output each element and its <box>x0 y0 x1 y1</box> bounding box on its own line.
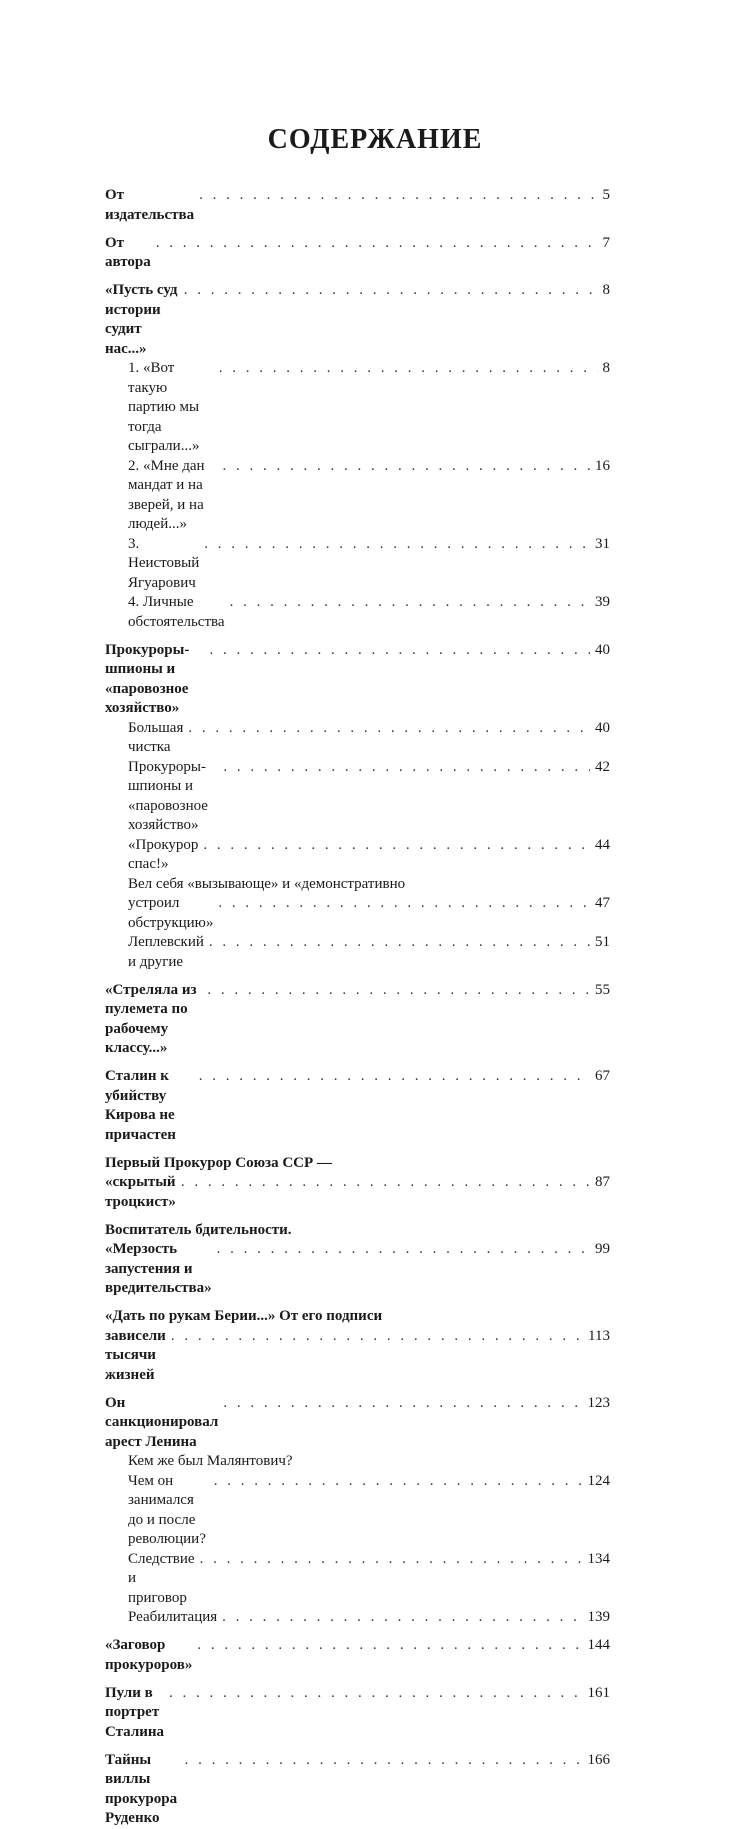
toc-entry-page: 7 <box>602 234 610 251</box>
toc-entry <box>105 981 610 1059</box>
toc-entry-page: 8 <box>602 282 610 298</box>
toc-subentry <box>105 758 610 836</box>
toc-entry <box>105 1173 610 1212</box>
dot-leader <box>188 719 590 739</box>
dot-leader <box>219 359 598 379</box>
toc-entry-page: 39 <box>595 594 610 610</box>
toc-entry-title: Реабилитация <box>128 1609 218 1625</box>
dot-leader <box>181 1173 590 1193</box>
dot-leader <box>230 593 590 613</box>
toc-entry-page: 47 <box>595 895 610 911</box>
dot-leader <box>184 281 598 301</box>
toc-entry-title: 3. Неистовый Ягуарович <box>128 535 200 591</box>
toc-entry-title: Чем он занимался до и после революции? <box>128 1472 206 1547</box>
toc-entry-title: «Пусть суд истории судит нас...» <box>105 282 178 357</box>
toc-entry <box>105 1684 610 1743</box>
toc-entry-title: зависели тысячи жизней <box>105 1327 166 1383</box>
toc-entry-page: 166 <box>587 1751 610 1768</box>
toc-entry <box>105 1636 610 1675</box>
toc-entry-title: 1. «Вот такую партию мы тогда сыграли...» <box>128 360 200 454</box>
toc-entry-page: 161 <box>587 1684 610 1701</box>
toc-entry <box>105 1240 610 1299</box>
toc-entry <box>105 641 610 719</box>
toc-entry <box>105 1394 610 1453</box>
dot-leader <box>203 836 590 856</box>
toc-entry-line: Первый Прокурор Союза ССР — <box>105 1154 332 1171</box>
toc-subentry <box>105 933 610 972</box>
toc-entry-page: 5 <box>602 187 610 203</box>
dot-leader <box>210 641 590 661</box>
toc-entry-title: 2. «Мне дан мандат и на зверей, и на людей...» <box>128 457 205 532</box>
dot-leader <box>197 1636 582 1656</box>
toc-entry-title: Тайны виллы прокурора Руденко <box>105 1751 178 1826</box>
toc-subentry <box>105 1550 610 1609</box>
toc-entry-title: «Заговор прокуроров» <box>105 1637 193 1673</box>
toc-subentry <box>105 719 610 758</box>
toc-subentry <box>105 535 610 594</box>
toc-entry-line: Воспитатель бдительности. <box>105 1221 292 1238</box>
toc-subentry <box>105 457 610 535</box>
toc-entry-title: Он санкционировал арест Ленина <box>105 1394 219 1450</box>
toc-entry-title: «Мерзость запустения и вредительства» <box>105 1241 212 1296</box>
toc-entry <box>105 281 610 359</box>
toc-entry-title: От автора <box>105 234 151 270</box>
dot-leader <box>222 457 590 477</box>
toc-subentry <box>105 1472 610 1550</box>
toc-subentry-line: Вел себя «вызывающе» и «демонстративно <box>128 875 406 892</box>
dot-leader <box>169 1684 582 1704</box>
dot-leader <box>207 981 590 1001</box>
dot-leader <box>185 1751 583 1771</box>
toc-subentry <box>105 1608 610 1628</box>
toc-entry <box>105 234 610 273</box>
dot-leader <box>199 186 597 206</box>
dot-leader <box>209 933 590 953</box>
toc-entry-page: 113 <box>588 1327 610 1344</box>
toc-entry-title: Леплевский и другие <box>128 934 204 970</box>
dot-leader <box>223 1394 582 1414</box>
toc-subentry <box>105 593 610 632</box>
table-of-contents <box>105 186 610 1829</box>
dot-leader <box>217 1240 590 1260</box>
dot-leader <box>171 1327 583 1347</box>
toc-entry-page: 31 <box>595 535 610 552</box>
toc-entry-line: «Дать по рукам Берии...» От его подписи <box>105 1308 383 1324</box>
toc-entry-page: 40 <box>595 719 610 736</box>
toc-entry-page: 55 <box>595 981 610 998</box>
toc-entry-title: «Прокурор спас!» <box>128 836 199 872</box>
toc-entry <box>105 186 610 225</box>
dot-leader <box>204 535 590 555</box>
toc-entry-title: 4. Личные обстоятельства <box>128 594 225 630</box>
dot-leader <box>200 1550 583 1570</box>
toc-entry-title: «скрытый троцкист» <box>105 1174 176 1210</box>
toc-entry-page: 67 <box>595 1068 610 1084</box>
toc-entry-title: Прокуроры-шпионы и «паровозное хозяйство» <box>128 758 208 833</box>
dot-leader <box>223 758 590 778</box>
toc-entry-page: 42 <box>595 758 610 775</box>
toc-entry-title: От издательства <box>105 187 195 223</box>
dot-leader <box>199 1067 590 1087</box>
toc-entry-title: Большая чистка <box>128 719 184 755</box>
toc-entry-page: 139 <box>587 1609 610 1625</box>
dot-leader <box>218 894 590 914</box>
toc-entry-title: Прокуроры-шпионы и «паровозное хозяйство» <box>105 641 190 716</box>
toc-subentry-line: Кем же был Малянтович? <box>128 1453 293 1469</box>
toc-entry-title: «Стреляла из пулемета по рабочему классу...» <box>105 981 197 1056</box>
toc-entry-page: 44 <box>595 836 610 853</box>
toc-entry-page: 134 <box>587 1550 610 1567</box>
toc-subentry <box>105 894 610 933</box>
toc-entry-page: 87 <box>595 1174 610 1190</box>
toc-entry-page: 8 <box>602 360 610 376</box>
dot-leader <box>222 1608 582 1628</box>
dot-leader <box>156 234 598 254</box>
toc-entry-title: устроил обструкцию» <box>128 895 214 931</box>
toc-entry-page: 16 <box>595 457 610 474</box>
toc-entry-page: 124 <box>587 1472 610 1489</box>
toc-entry-title: Сталин к убийству Кирова не причастен <box>105 1068 176 1143</box>
toc-entry-page: 144 <box>587 1637 610 1653</box>
toc-entry-page: 40 <box>595 641 610 658</box>
toc-entry-title: Пули в портрет Сталина <box>105 1684 165 1740</box>
toc-entry-page: 99 <box>595 1241 610 1257</box>
toc-entry-page: 123 <box>587 1394 610 1411</box>
toc-entry-page: 51 <box>595 934 610 950</box>
toc-entry <box>105 1751 610 1829</box>
page-title: СОДЕРЖАНИЕ <box>267 124 483 155</box>
toc-entry <box>105 1327 610 1386</box>
toc-subentry <box>105 836 610 875</box>
toc-subentry <box>105 359 610 457</box>
dot-leader <box>214 1472 583 1492</box>
toc-entry <box>105 1067 610 1145</box>
toc-entry-title: Следствие и приговор <box>128 1550 195 1606</box>
